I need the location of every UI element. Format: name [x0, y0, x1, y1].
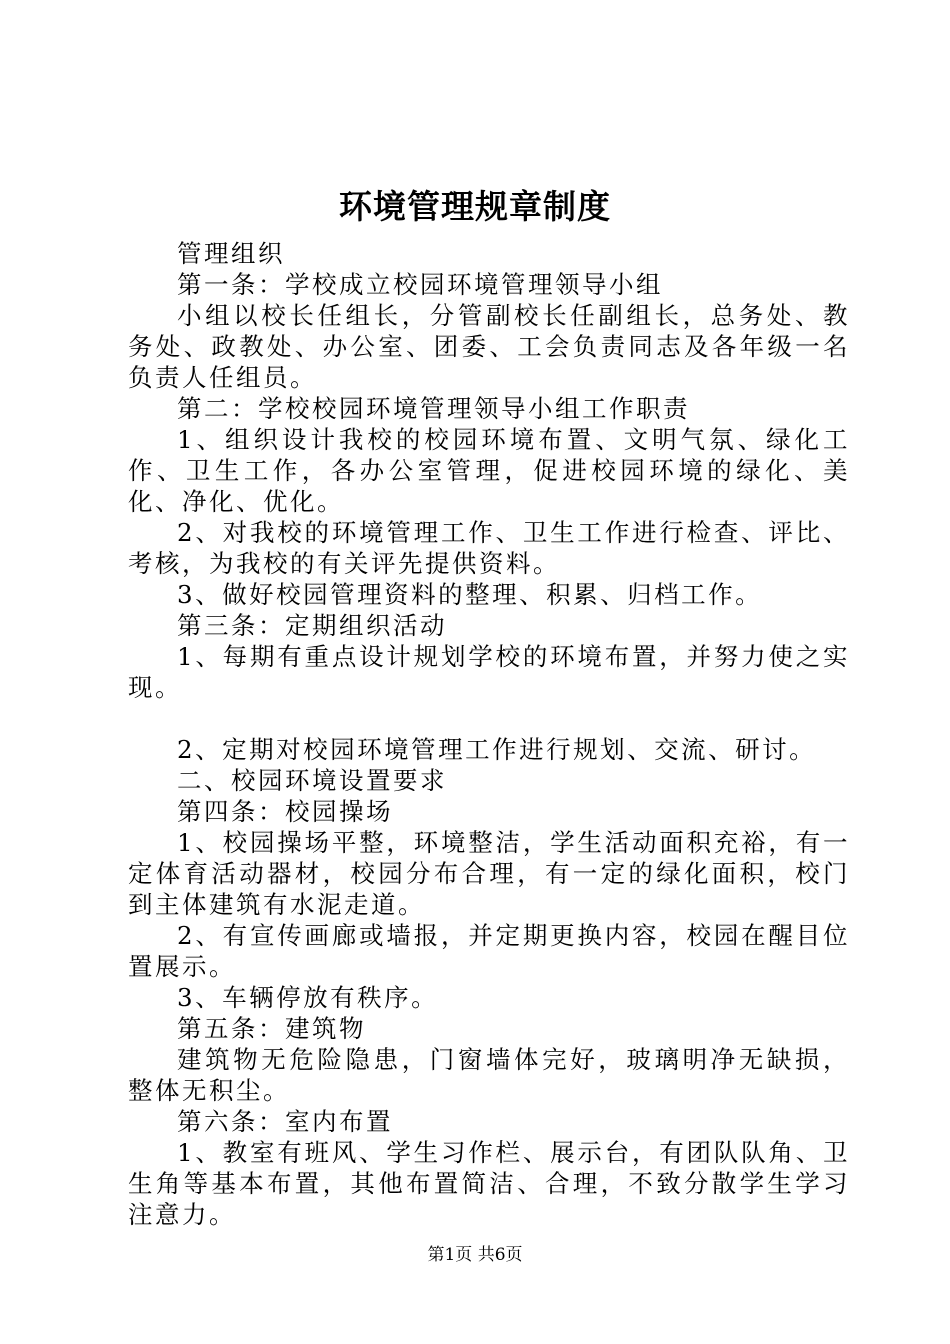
paragraph: 1、每期有重点设计规划学校的环境布置，并努力使之实现。 [128, 642, 850, 702]
paragraph: 1、校园操场平整，环境整洁，学生活动面积充裕，有一定体育活动器材，校园分布合理，有一定的绿化面积，校门到主体建筑有水泥走道。 [128, 828, 850, 919]
paragraph: 第五条：建筑物 [177, 1014, 366, 1043]
paragraph: 第二：学校校园环境管理领导小组工作职责 [177, 394, 690, 423]
paragraph: 第一条：学校成立校园环境管理领导小组 [177, 270, 663, 299]
paragraph: 2、对我校的环境管理工作、卫生工作进行检查、评比、考核，为我校的有关评先提供资料。 [128, 518, 850, 578]
paragraph: 小组以校长任组长，分管副校长任副组长，总务处、教务处、政教处、办公室、团委、工会负责同志及各年级一名负责人任组员。 [128, 301, 850, 392]
document-body [128, 238, 850, 1230]
paragraph: 2、定期对校园环境管理工作进行规划、交流、研讨。 [177, 735, 817, 764]
paragraph: 第四条：校园操场 [177, 797, 393, 826]
paragraph: 第三条：定期组织活动 [177, 611, 447, 640]
document-title: 环境管理规章制度 [339, 187, 611, 226]
paragraph: 1、组织设计我校的校园环境布置、文明气氛、绿化工作、卫生工作，各办公室管理，促进校园环境的绿化、美化、净化、优化。 [128, 425, 850, 516]
paragraph: 3、车辆停放有秩序。 [177, 983, 439, 1012]
paragraph: 2、有宣传画廊或墙报，并定期更换内容，校园在醒目位置展示。 [128, 921, 850, 981]
paragraph: 3、做好校园管理资料的整理、积累、归档工作。 [177, 580, 763, 609]
page-number-footer: 第1页 共6页 [427, 1245, 523, 1265]
paragraph: 管理组织 [177, 239, 285, 268]
paragraph: 第六条：室内布置 [177, 1107, 393, 1136]
paragraph: 1、教室有班风、学生习作栏、展示台，有团队队角、卫生角等基本布置，其他布置简洁、合理，不致分散学生学习注意力。 [128, 1138, 850, 1229]
paragraph: 建筑物无危险隐患，门窗墙体完好，玻璃明净无缺损，整体无积尘。 [128, 1045, 850, 1105]
paragraph: 二、校园环境设置要求 [177, 766, 447, 795]
